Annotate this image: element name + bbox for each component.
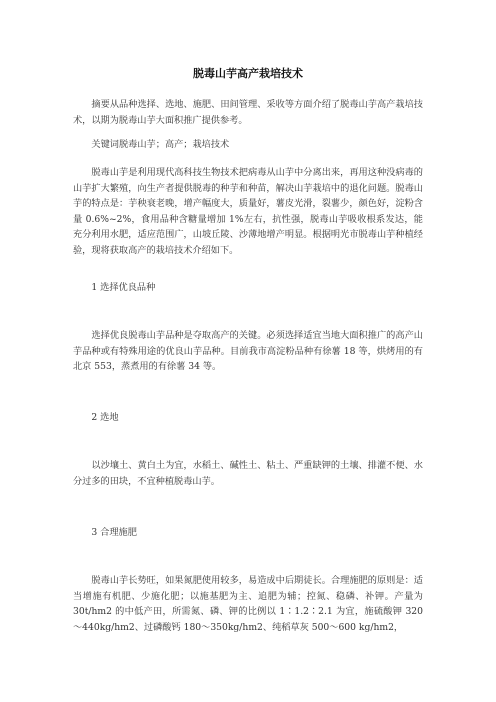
section-2-heading: 2 选地 <box>91 412 119 423</box>
keywords-line: 关键词脱毒山芋；高产；栽培技术 <box>91 139 230 150</box>
section-3-heading: 3 合理施肥 <box>91 527 137 538</box>
abstract-paragraph: 摘要从品种选择、选地、施肥、田间管理、采收等方面介绍了脱毒山芋高产栽培技术，以期为脱毒山芋大面积推广提供参考。 <box>73 99 423 126</box>
section-1-body: 选择优良脱毒山芋品种是夺取高产的关键。必须选择适宜当地大面积推广的高产山芋品种或有特殊用途的优良山芋品种。目前我市高淀粉品种有徐薯 18 等，烘烤用的有北京 553，蒸煮用的有徐薯 34 等。 <box>73 330 423 373</box>
section-2-body: 以沙壤土、黄白土为宜，水稻土、碱性土、粘土、严重缺钾的土壤、排灌不便、水分过多的田块，不宜种植脱毒山芋。 <box>73 460 423 487</box>
section-3-body: 脱毒山芋长势旺，如果氮肥使用较多，易造成中后期徒长。合理施肥的原则是：适当增施有机肥、少施化肥；以施基肥为主、追肥为辅；控氮、稳磷、补钾。产量为 30t/hm2 的中低产田，所需氮、磷、钾的比例以 1∶1.2∶2.1 为宜，施硫酸钾 320～440kg/hm2、过磷酸钙 180～350kg/hm2、纯稻草灰 500～600 kg/hm2， <box>73 575 423 633</box>
section-1-heading: 1 选择优良品种 <box>91 282 156 293</box>
document-title: 脱毒山芋高产栽培技术 <box>193 67 303 80</box>
intro-paragraph: 脱毒山芋是利用现代高科技生物技术把病毒从山芋中分离出来，再用这种没病毒的山芋扩大繁殖，向生产者提供脱毒的种芋和种苗，解决山芋栽培中的退化问题。脱毒山芋的特点是：芋秧衰老晚，增产幅度大，质量好，薯皮光滑，裂薯少，颜色好，淀粉含量 0.6%~2%，食用品种含糖量增加 1%左右，抗性强，脱毒山芋吸收根系发达，能充分利用水肥，适应范围广，山坡丘陵、沙薄地增产明显。根据明光市脱毒山芋种植经验，现将获取高产的栽培技术介绍如下。 <box>73 167 423 256</box>
